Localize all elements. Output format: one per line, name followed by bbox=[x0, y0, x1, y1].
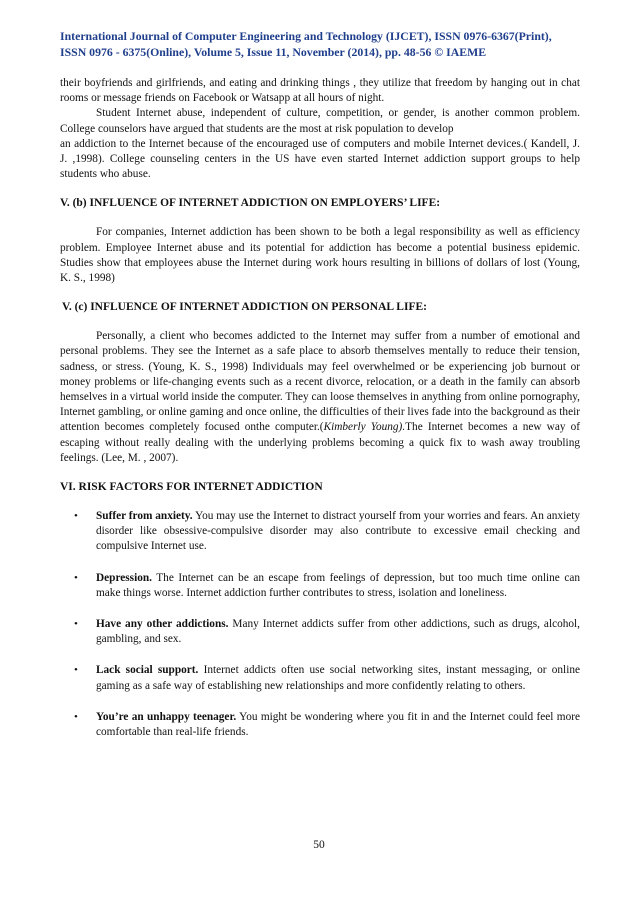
bullet-icon: • bbox=[74, 571, 78, 584]
section-vc-paragraph bbox=[60, 329, 580, 466]
risk-factor-text: Internet addicts often use social networking sites, instant messaging, or online gaming as a safe way of establishing new relationships and more confidently relating to others. bbox=[96, 664, 581, 692]
intro-paragraph-1: their boyfriends and girlfriends, and eating and drinking things , they utilize that freedom by hanging out in chat rooms or message friends on Facebook or Watsapp at all hours of night. bbox=[60, 77, 580, 105]
list-item bbox=[60, 617, 580, 647]
intro-paragraph-3: an addiction to the Internet because of the encouraged use of computers and mobile Internet devices.( Kandell, J. J. ,1998). College counseling centers in the US have even started Internet addiction support groups to help students who abuse. bbox=[60, 137, 580, 181]
section-vc-text-part-2: The Internet becomes a new way of escaping without really dealing with the underlying problems becoming a quick fix to wash away troubling feelings. (Lee, M. , 2007). bbox=[60, 421, 581, 464]
list-item bbox=[60, 663, 580, 693]
risk-factor-term: Depression. bbox=[96, 571, 152, 584]
section-vc-heading: V. (c) INFLUENCE OF INTERNET ADDICTION ON PERSONAL LIFE: bbox=[62, 301, 427, 314]
section-vc-text-part-1: Personally, a client who becomes addicted to the Internet may suffer from a number of emotional and personal problems. They see the Internet as a safe place to absorb themselves mentally to reduce their tension, sadness, or stress. (Young, K. S., 1998) Individuals may feel overwhelmed or be experiencing job burnout or money problems or life-changing events such as a recent divorce, relocation, or a death in the family can absorb hemselves in a virtual world inside the computer. They can loose themselves in anything from online pornography, Internet gambling, or online gaming and once online, the difficulties of their lives fade into the background as their attention becomes completely focused onthe computer.( bbox=[60, 330, 580, 434]
list-item bbox=[60, 509, 580, 555]
journal-header-line-1: International Journal of Computer Engineering and Technology (IJCET), ISSN 0976-6367(Print), bbox=[60, 29, 552, 43]
intro-paragraph-2: Student Internet abuse, independent of culture, competition, or gender, is another common problem. College counselors have argued that students are the most at risk population to develop bbox=[60, 107, 580, 135]
bullet-icon: • bbox=[74, 618, 78, 631]
section-vi-heading: VI. RISK FACTORS FOR INTERNET ADDICTION bbox=[60, 481, 323, 494]
list-item bbox=[60, 571, 580, 601]
section-vb-heading: V. (b) INFLUENCE OF INTERNET ADDICTION ON EMPLOYERS’ LIFE: bbox=[60, 197, 441, 210]
page-number: 50 bbox=[313, 839, 325, 851]
risk-factor-text: Many Internet addicts suffer from other addictions, such as drugs, alcohol, gambling, and sex. bbox=[96, 618, 581, 646]
risk-factor-text: The Internet can be an escape from feelings of depression, but too much time online can make things worse. Internet addiction further contributes to stress, isolation and loneliness. bbox=[96, 571, 580, 599]
risk-factor-list bbox=[60, 509, 580, 740]
bullet-icon: • bbox=[74, 664, 78, 677]
section-vc-citation: Kimberly Young). bbox=[323, 421, 406, 434]
body-content bbox=[60, 76, 580, 756]
risk-factor-term: Have any other addictions. bbox=[96, 618, 229, 631]
list-item bbox=[60, 710, 580, 740]
journal-header bbox=[60, 28, 580, 60]
journal-header-line-2: ISSN 0976 - 6375(Online), Volume 5, Issue 11, November (2014), pp. 48-56 © IAEME bbox=[60, 45, 487, 59]
risk-factor-text: You may use the Internet to distract yourself from your worries and fears. An anxiety disorder like obsessive-compulsive disorder may also contribute to excessive email checking and compulsive Internet use. bbox=[96, 510, 581, 553]
risk-factor-term: You’re an unhappy teenager. bbox=[96, 710, 237, 723]
section-vb-paragraph: For companies, Internet addiction has been shown to be both a legal responsibility as well as efficiency problem. Employee Internet abuse and its potential for addiction has become a potential business epidemic. Studies show that employees abuse the Internet during work hours resulting in billions of dollars of lost (Young, K. S., 1998) bbox=[60, 226, 580, 285]
risk-factor-term: Lack social support. bbox=[96, 664, 199, 677]
risk-factor-term: Suffer from anxiety. bbox=[96, 510, 193, 523]
bullet-icon: • bbox=[74, 710, 78, 723]
bullet-icon: • bbox=[74, 510, 78, 523]
risk-factor-text: You might be wondering where you fit in and the Internet could feel more comfortable than real-life friends. bbox=[96, 710, 580, 739]
